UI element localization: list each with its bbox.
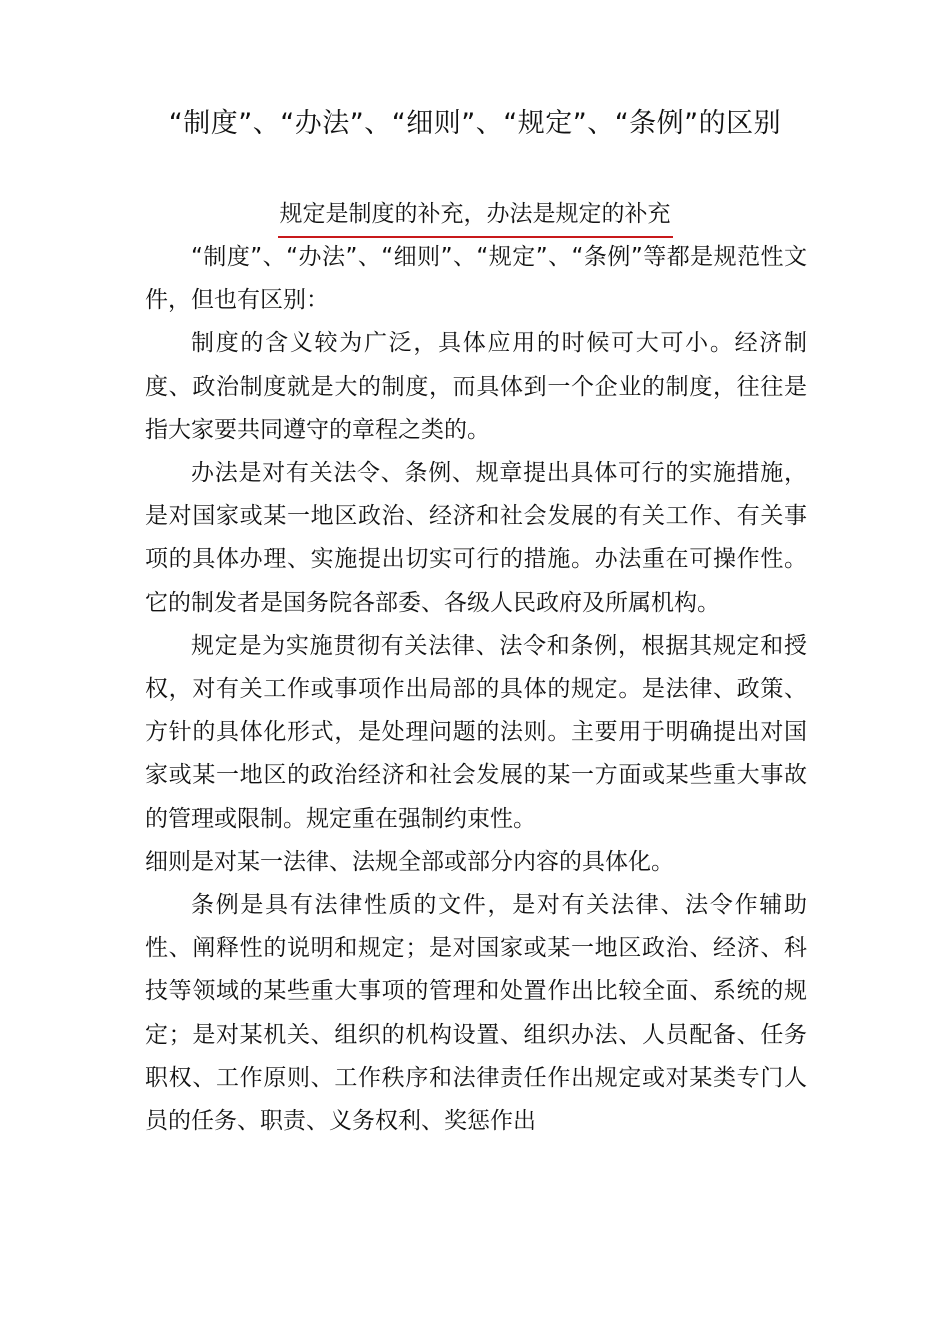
paragraph-guiding: 规定是为实施贯彻有关法律、法令和条例，根据其规定和授权，对有关工作或事项作出局部的具体的规定。是法律、政策、方针的具体化形式，是处理问题的法则。主要用于明确提出对国家或某一地区的政治经济和社会发展的某一方面或某些重大事故的管理或限制。规定重在强制约束性。 xyxy=(145,632,807,832)
paragraph-banfa: 办法是对有关法令、条例、规章提出具体可行的实施措施，是对国家或某一地区政治、经济和社会发展的有关工作、有关事项的具体办理、实施提出切实可行的措施。办法重在可操作性。它的制发者是国务院各部委、各级人民政府及所属机构。 xyxy=(145,460,807,616)
document-subtitle: 规定是制度的补充，办法是规定的补充 xyxy=(278,192,673,238)
paragraph-zhidu: 制度的含义较为广泛，具体应用的时候可大可小。经济制度、政治制度就是大的制度，而具体到一个企业的制度，往往是指大家要共同遵守的章程之类的。 xyxy=(145,330,807,443)
paragraph-intro: “制度”、“办法”、“细则”、“规定”、“条例”等都是规范性文件，但也有区别： xyxy=(145,244,807,314)
paragraph-xize: 细则是对某一法律、法规全部或部分内容的具体化。 xyxy=(145,848,674,875)
subtitle-container xyxy=(145,192,805,238)
document-body xyxy=(145,236,807,1143)
document-title: “制度”、“办法”、“细则”、“规定”、“条例”的区别 xyxy=(168,108,782,139)
paragraph-tiaoli: 条例是具有法律性质的文件，是对有关法律、法令作辅助性、阐释性的说明和规定；是对国家或某一地区政治、经济、科技等领域的某些重大事项的管理和处置作出比较全面、系统的规定；是对某机关、组织的机构设置、组织办法、人员配备、任务职权、工作原则、工作秩序和法律责任作出规定或对某类专门人员的任务、职责、义务权利、奖惩作出 xyxy=(145,892,807,1135)
